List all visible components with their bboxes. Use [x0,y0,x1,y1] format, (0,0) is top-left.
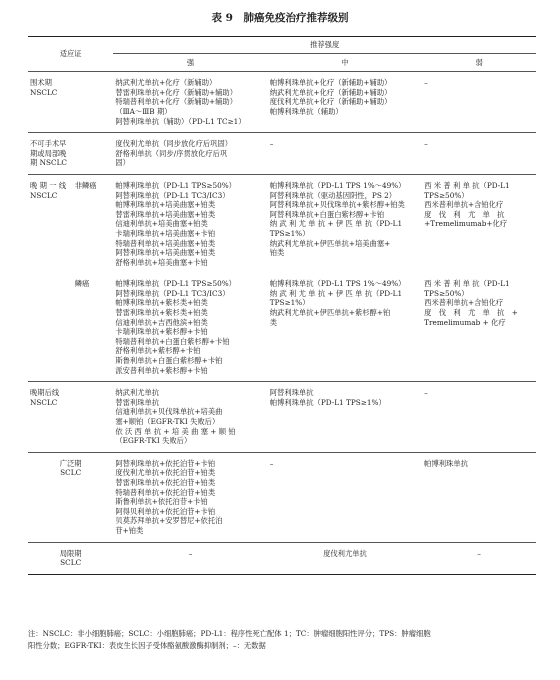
regimen-line: – [269,458,274,468]
regimen-line: 阿替利珠单抗 [269,388,314,398]
regimen-line: 西米普利单抗+含铂化疗 [424,298,504,308]
regimen-line: 特瑞普利单抗+依托泊苷+铂类 [115,487,216,497]
regimen-line: 舒格利单抗+紫杉醇+卡铂 [115,346,201,356]
regimen-line: 度伐利尤单抗（同步放化疗后巩固） [115,139,233,149]
header-grade: 推荐强度 [113,37,536,53]
regimen-line: 阿替利珠单抗+培美曲塞+铂类 [115,248,216,258]
indication-cell [28,133,113,174]
regimen-line: 替雷利珠单抗+紫杉类+铂类 [115,308,208,318]
regimen-line: 信迪利单抗+培美曲塞+铂类 [115,219,208,229]
regimen-line: 阿替利珠单抗+依托泊苷+卡铂 [115,458,216,468]
regimen-line: 西米普利单抗+含铂化疗 [424,200,504,210]
indication-cell [28,543,113,575]
regimen-line: 帕博利珠单抗（PD-L1 TPS≥50%） [115,279,236,289]
header-weak: 弱 [475,57,483,67]
regimen-line: 阿替利珠单抗（驱动基因阴性，PS 2） [269,190,397,200]
indication-cell [28,72,113,132]
moderate-cell [268,133,422,174]
indication-line: 局限期 [59,548,82,558]
weak-cell [422,175,536,273]
indication-line: 晚 期 一 线 [30,180,67,190]
strong-cell [113,133,267,174]
indication-cell [28,453,113,542]
row-extensive-sclc [28,453,536,542]
regimen-line: 派安普利单抗+紫杉醇+卡铂 [115,365,208,375]
indication-line: NSCLC [30,397,58,407]
regimen-line: 信迪利单抗+吉西他滨+铂类 [115,317,208,327]
regimen-line: 帕博利珠单抗（PD-L1 TPS≥1%） [269,397,386,407]
regimen-line: – [424,139,428,149]
regimen-line: 纳武利尤单抗+伊匹单抗+培美曲塞+ [269,238,391,248]
moderate-cell [268,453,422,542]
header-strong: 强 [186,57,195,67]
regimen-line: 阿替利珠单抗（PD-L1 TC3/IC3） [115,288,230,298]
regimen-line: 度 伐 利 尤 单 抗 [424,209,505,219]
strong-cell [113,273,267,381]
regimen-line: 帕博利珠单抗（PD-L1 TPS≥50%） [115,180,236,190]
regimen-line: 依 沃 西 单 抗 + 培 美 曲 塞 + 顺 铂 [115,426,236,436]
moderate-cell [268,382,422,452]
table-title: 表 9 肺癌免疫治疗推荐级别 [211,12,349,24]
row-unresectable-nsclc [28,133,536,174]
weak-cell [422,273,536,381]
regimen-line: 帕博利珠单抗（PD-L1 TPS 1%～49%） [269,180,406,190]
strong-cell [113,72,267,132]
regimen-line: 阿替利珠单抗（PD-L1 TC3/IC3） [115,190,230,200]
regimen-line: TPS≥1%） [269,228,310,238]
regimen-line: 贝莫苏拜单抗+安罗替尼+依托泊 [115,516,223,526]
regimen-line: 斯鲁利单抗+白蛋白紫杉醇+卡铂 [115,356,223,366]
indication-line: 期或局部晚 [30,148,67,158]
row-first-line-squamous [28,273,536,381]
footnote-line: 注：NSCLC：非小细胞肺癌；SCLC：小细胞肺癌；PD-L1：程序性死亡配体 1；TC：肿瘤细胞阳性评分；TPS：肿瘤细胞 [28,629,431,638]
regimen-line: 帕博利珠单抗+培美曲塞+铂类 [115,200,216,210]
indication-line: NSCLC [30,190,58,200]
regimen-line: TPS≥50%） [424,288,469,298]
regimen-line: 阿得贝利单抗+依托泊苷+卡铂 [115,506,216,516]
regimen-line: 纳 武 利 尤 单 抗 + 伊 匹 单 抗（PD-L1 [269,288,403,298]
regimen-line: 纳武利尤单抗+化疗（新辅助+辅助） [269,87,392,97]
regimen-line: 卡瑞利珠单抗+培美曲塞+卡铂 [115,228,216,238]
regimen-line: 阿替利珠单抗（辅助）（PD-L1 TC≥1） [115,116,246,126]
regimen-line: 信迪利单抗+贝伐珠单抗+培美曲 [115,407,223,417]
strong-cell [113,175,267,273]
regimen-line: 帕博利珠单抗（辅助） [269,106,343,116]
regimen-line: +Tremelimumab+化疗 [424,219,508,229]
regimen-line: 舒格利单抗（同步/序贯放化疗后巩 [115,148,228,158]
regimen-line: 替雷利珠单抗 [115,397,160,407]
regimen-line: – [424,388,428,398]
indication-line: 期 NSCLC [30,158,68,168]
row-later-line-nsclc [28,382,536,452]
indication-line: 广泛期 [59,458,82,468]
regimen-line: 铂类 [269,248,285,258]
regimen-line: TPS≥50%） [424,190,469,200]
regimen-line: 阿替利珠单抗+白蛋白紫杉醇+卡铂 [269,209,385,219]
regimen-line: 替雷利珠单抗+培美曲塞+铂类 [115,209,216,219]
subtype-cell: 非鳞癌 [74,180,97,190]
regimen-line: 度伐利尤单抗+化疗（新辅助+辅助） [269,97,392,107]
footnote-line: 阳性分数；EGFR-TKI：表皮生长因子受体酪氨酸激酶抑制剂；–：无数据 [28,641,266,650]
row-limited-sclc [28,543,536,575]
indication-line: 围术期 [30,78,52,88]
regimen-line: 阿替利珠单抗+贝伐珠单抗+紫杉醇+铂类 [269,200,405,210]
header-moderate: 中 [341,57,349,67]
regimen-line: 帕博利珠单抗+化疗（新辅助+辅助） [269,78,392,88]
recommendation-table [28,36,536,575]
regimen-line: 斯鲁利单抗+依托泊苷+卡铂 [115,497,208,507]
regimen-line: 度伐利尤单抗+依托泊苷+铂类 [115,468,216,478]
row-perioperative-nsclc [28,72,536,132]
moderate-cell [268,273,422,381]
strong-cell [113,382,267,452]
regimen-line: 特瑞普利单抗+化疗（新辅助+辅助） [115,97,238,107]
regimen-line: 帕博利珠单抗+紫杉类+铂类 [115,298,208,308]
regimen-line: 西 米 普 利 单 抗（PD-L1 [424,279,510,289]
regimen-line: 纳武利尤单抗 [115,388,160,398]
weak-cell [422,453,536,542]
regimen-line: 卡瑞利珠单抗+紫杉醇+卡铂 [115,327,208,337]
regimen-line: 纳武利尤单抗+化疗（新辅助） [115,78,217,88]
regimen-line: 帕博利珠单抗 [424,458,468,468]
regimen-line: 舒格利单抗+培美曲塞+卡铂 [115,257,208,267]
regimen-line: 特瑞普利单抗+培美曲塞+铂类 [115,238,216,248]
regimen-line: – [269,139,274,149]
indication-line: SCLC [60,558,82,568]
regimen-line: TPS≥1%） [269,298,310,308]
regimen-line: （ⅢA～ⅢB 期） [115,106,172,116]
moderate-cell: 度伐利尤单抗 [323,548,367,558]
regimen-line: 替雷利珠单抗+化疗（新辅助+辅助） [115,87,238,97]
weak-cell [422,133,536,174]
table-footnote [28,628,536,652]
indication-line: 晚期后线 [30,388,60,398]
regimen-line: – [424,78,428,88]
row-first-line-nonsquamous [28,175,536,273]
regimen-line: 纳 武 利 尤 单 抗 + 伊 匹 单 抗（PD-L1 [269,219,403,229]
regimen-line: 度 伐 利 尤 单 抗 + [424,308,518,318]
strong-cell [113,453,267,542]
regimen-line: 苷+铂类 [115,525,144,535]
regimen-line: 帕博利珠单抗（PD-L1 TPS 1%～49%） [269,279,406,289]
indication-line: SCLC [60,468,82,478]
strong-cell: – [188,548,193,558]
indication-cell [28,175,73,382]
moderate-cell [268,72,422,132]
regimen-line: 特瑞普利单抗+白蛋白紫杉醇+卡铂 [115,336,230,346]
moderate-cell [268,175,422,273]
subtype-cell: 鳞癌 [74,279,90,289]
regimen-line: 固） [115,158,130,168]
regimen-line: 塞+顺铂（EGFR-TKI 失败后） [115,417,220,426]
indication-cell [28,382,113,452]
regimen-line: （EGFR-TKI 失败后） [115,436,192,446]
indication-line: 不可手术早 [30,139,67,149]
regimen-line: 类 [269,317,278,327]
regimen-line: 纳武利尤单抗+伊匹单抗+紫杉醇+铂 [269,308,391,318]
weak-cell [422,382,536,452]
weak-cell: – [477,548,481,558]
regimen-line: Tremelimumab + 化疗 [424,317,506,327]
header-indication: 适应证 [59,49,82,59]
indication-line: NSCLC [30,87,58,97]
regimen-line: 西 米 普 利 单 抗（PD-L1 [424,180,510,190]
regimen-line: 替雷利珠单抗+依托泊苷+铂类 [115,477,216,487]
weak-cell [422,72,536,132]
